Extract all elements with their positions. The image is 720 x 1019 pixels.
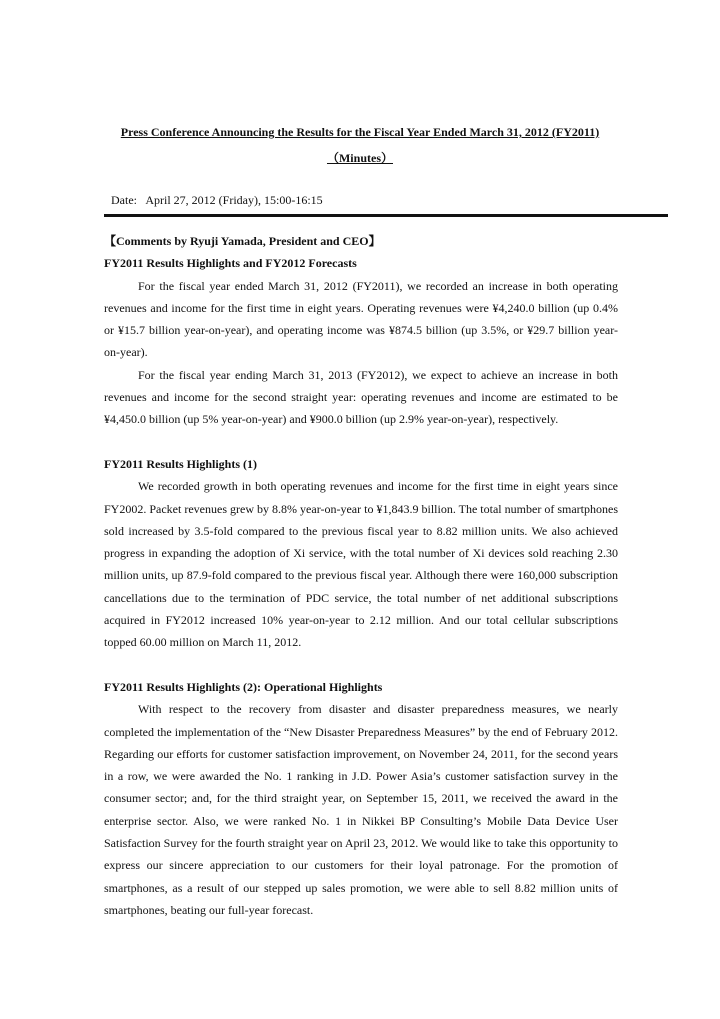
document-body (104, 230, 618, 921)
date-label: Date: (111, 193, 137, 207)
document-title: Press Conference Announcing the Results for the Fiscal Year Ended March 31, 2012 (FY2011) (120, 125, 600, 139)
spacer (104, 654, 618, 676)
date-line (111, 193, 323, 208)
paragraph-highlights1: We recorded growth in both operating revenues and income for the first time in eight years since FY2002. Packet revenues grew by 8.8% year-on-year to ¥1,843.9 billion. The total number of smartphones sold increased by 3.5-fold compared to the previous fiscal year to 8.82 million units. We also achieved progress in expanding the adoption of Xi service, with the total number of Xi devices sold reaching 2.30 million units, up 87.9-fold compared to the previous fiscal year. Although there were 160,000 subscription cancellations due to the termination of PDC service, the total number of net additional subscriptions acquired in FY2012 increased 10% year-on-year to 2.12 million. And our total cellular subscriptions topped 60.00 million on March 11, 2012. (104, 479, 618, 650)
paragraph-highlights2: With respect to the recovery from disaster and disaster preparedness measures, we nearly completed the implementation of the “New Disaster Preparedness Measures” by the end of February 2012. Regarding our efforts for customer satisfaction improvement, on November 24, 2011, for the second years in a row, we were awarded the No. 1 ranking in J.D. Power Asia’s customer satisfaction survey in the consumer sector; and, for the third straight year, on September 15, 2011, we received the award in the enterprise sector. Also, we were ranked No. 1 in Nikkei BP Consulting’s Mobile Data Device User Satisfaction Survey for the fourth straight year on April 23, 2012. We would like to take this opportunity to express our sincere appreciation to our customers for their loyal patronage. For the promotion of smartphones, as a result of our stepped up sales promotion, we were able to sell 8.82 million units of smartphones, beating our full-year forecast. (104, 702, 618, 917)
highlights2-heading: FY2011 Results Highlights (2): Operational Highlights (104, 679, 383, 694)
comments-heading: 【Comments by Ryuji Yamada, President and CEO】 (104, 234, 381, 248)
paragraph-fy2012-forecast: For the fiscal year ending March 31, 2013 (FY2012), we expect to achieve an increase in both revenues and income for the second straight year: operating revenues and income are estimated to be ¥4,450.0 billion (up 5% year-on-year) and ¥900.0 billion (up 2.9% year-on-year), respectively. (104, 367, 618, 427)
paragraph-fy2011-results: For the fiscal year ended March 31, 2012 (FY2011), we recorded an increase in both operating revenues and income for the first time in eight years. Operating revenues were ¥4,240.0 billion (up 0.4% or ¥15.7 billion year-on-year), and operating income was ¥874.5 billion (up 3.5%, or ¥29.7 billion year-on-year). (104, 278, 618, 360)
document-subtitle: （Minutes） (326, 151, 393, 165)
date-value: April 27, 2012 (Friday), 15:00-16:15 (145, 193, 323, 207)
highlights1-heading: FY2011 Results Highlights (1) (104, 456, 258, 471)
spacer (104, 431, 618, 453)
highlights-forecasts-heading: FY2011 Results Highlights and FY2012 Forecasts (104, 256, 357, 271)
horizontal-rule (104, 214, 668, 217)
